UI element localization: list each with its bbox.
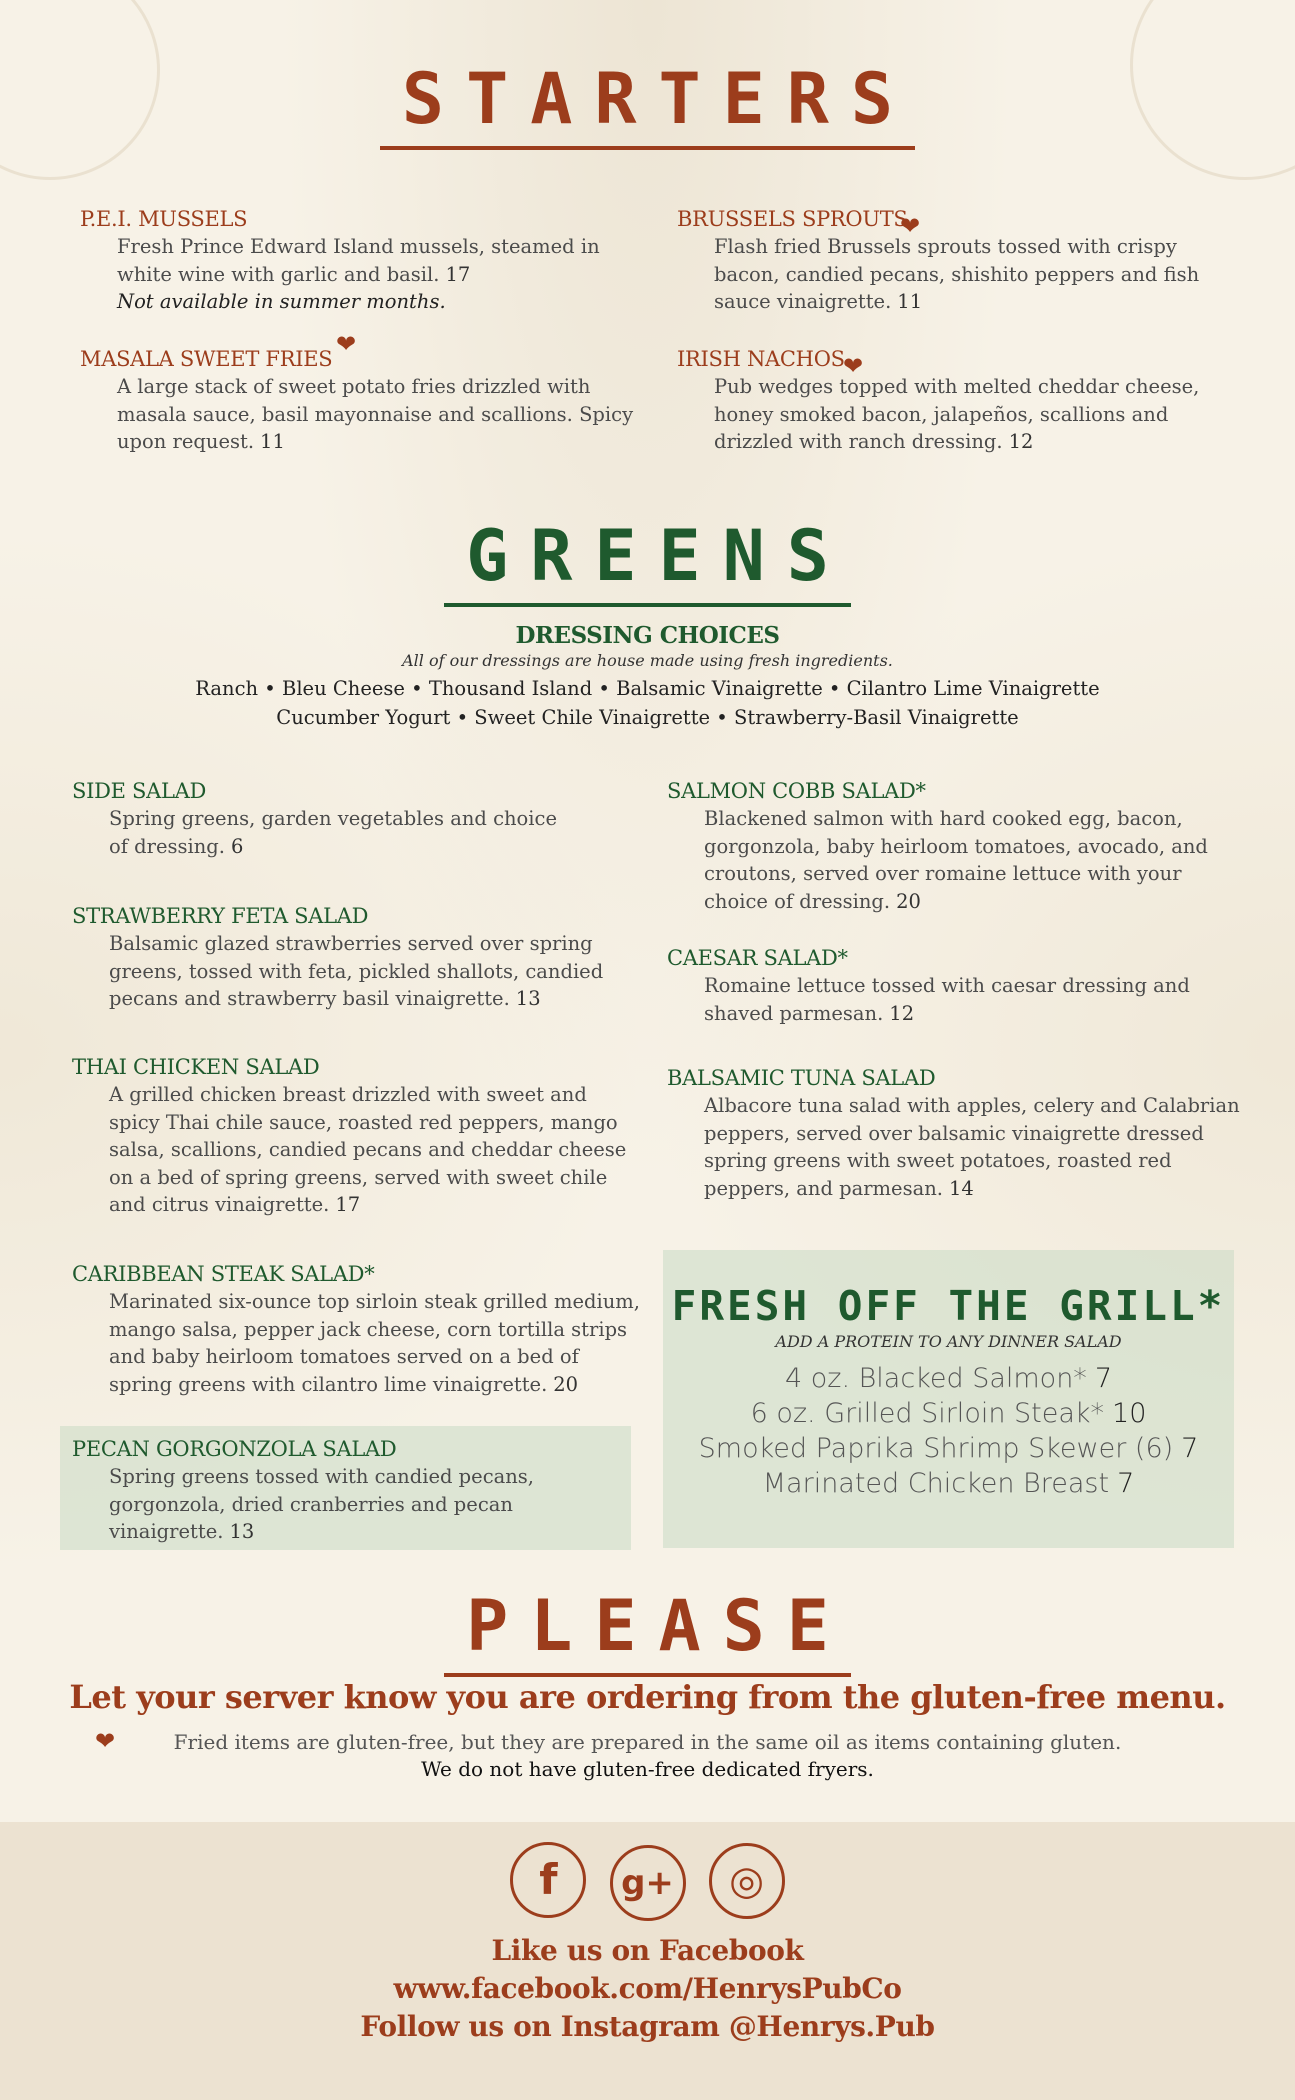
- item-name: SALMON COBB SALAD*: [667, 779, 926, 803]
- item-name: STRAWBERRY FETA SALAD: [72, 904, 369, 928]
- gluten-heart-icon: ❤: [95, 1727, 116, 1755]
- salad-item: [667, 1064, 1247, 1202]
- salad-item: [72, 902, 642, 1013]
- please-heading: PLEASE: [0, 1585, 1295, 1677]
- grill-price: 7: [1117, 1468, 1135, 1499]
- item-price: 12: [889, 1001, 915, 1025]
- gluten-heart-icon: ❤: [843, 352, 864, 380]
- grill-subtitle: ADD A PROTEIN TO ANY DINNER SALAD: [775, 1332, 1122, 1351]
- social-links: [0, 1842, 1295, 1921]
- item-price: 17: [335, 1193, 361, 1216]
- starter-item: [677, 205, 1237, 316]
- grill-section: [663, 1282, 1234, 1501]
- item-description: Spring greens tossed with candied pecans, gorgonzola, dried cranberries and pecan vinaigrette.: [109, 1465, 535, 1543]
- gluten-free-message: Let your server know you are ordering from the gluten-free menu.: [69, 1678, 1226, 1716]
- fryer-warning: We do not have gluten-free dedicated fryers.: [421, 1757, 874, 1781]
- grill-title: FRESH OFF THE GRILL*: [671, 1282, 1226, 1330]
- item-description: Marinated six-ounce top sirloin steak grilled medium, mango salsa, pepper jack cheese, corn tortilla strips and baby heirloom tomatoes served on a bed of spring greens with cilantro lime vinaigrette.: [109, 1290, 640, 1396]
- starter-item: [80, 345, 640, 456]
- salad-item: [667, 777, 1247, 915]
- item-name: IRISH NACHOS: [677, 347, 845, 371]
- item-description: Romaine lettuce tossed with caesar dressing and shaved parmesan.: [704, 974, 1190, 1025]
- grill-price: 7: [1094, 1363, 1112, 1394]
- item-description: Blackened salmon with hard cooked egg, bacon, gorgonzola, baby heirloom tomatoes, avocado, and croutons, served over romaine lettuce with your choice of dressing.: [704, 807, 1208, 913]
- item-description: Albacore tuna salad with apples, celery and Calabrian peppers, served over balsamic vinaigrette dressed spring greens with sweet potatoes, roasted red peppers, and parmesan.: [704, 1094, 1240, 1200]
- item-price: 11: [897, 290, 923, 313]
- fryer-note: Fried items are gluten-free, but they are prepared in the same oil as items containing gluten.: [173, 1730, 1122, 1754]
- item-price: 11: [260, 430, 285, 453]
- item-description: Fresh Prince Edward Island mussels, steamed in white wine with garlic and basil.: [117, 235, 600, 286]
- salad-item: [72, 1435, 617, 1546]
- item-price: 14: [948, 1176, 974, 1200]
- item-price: 12: [1008, 430, 1034, 453]
- grill-list: [663, 1361, 1234, 1501]
- starter-item: [80, 205, 640, 316]
- item-name: P.E.I. MUSSELS: [80, 207, 248, 231]
- salad-item: [72, 1260, 642, 1398]
- item-note: Not available in summer months.: [117, 290, 446, 313]
- item-name: BRUSSELS SPROUTS: [677, 207, 908, 231]
- item-description: Balsamic glazed strawberries served over spring greens, tossed with feta, pickled shallots, candied pecans and strawberry basil vinaigrette.: [109, 932, 604, 1010]
- item-price: 20: [553, 1372, 579, 1396]
- item-price: 20: [896, 889, 921, 913]
- item-description: Flash fried Brussels sprouts tossed with crispy bacon, candied pecans, shishito peppers and fish sauce vinaigrette.: [714, 235, 1200, 313]
- facebook-icon[interactable]: f: [510, 1842, 586, 1918]
- instagram-icon[interactable]: ◎: [709, 1843, 785, 1919]
- item-price: 13: [229, 1520, 255, 1543]
- grill-price: 7: [1181, 1433, 1199, 1464]
- google-plus-icon[interactable]: g+: [610, 1845, 686, 1921]
- dressing-choices: [0, 622, 1295, 732]
- dressing-list: Cucumber Yogurt • Sweet Chile Vinaigrette • Strawberry-Basil Vinaigrette: [276, 706, 1019, 729]
- item-description: A grilled chicken breast drizzled with sweet and spicy Thai chile sauce, roasted red peppers, mango salsa, scallions, candied pecans and cheddar cheese on a bed of spring greens, served with sweet chile and citrus vinaigrette.: [109, 1083, 627, 1216]
- item-price: 6: [231, 834, 244, 858]
- item-price: 17: [445, 262, 471, 286]
- item-description: Spring greens, garden vegetables and choice of dressing.: [109, 807, 557, 858]
- item-description: A large stack of sweet potato fries drizzled with masala sauce, basil mayonnaise and scallions. Spicy upon request.: [117, 375, 634, 453]
- item-name: THAI CHICKEN SALAD: [72, 1055, 320, 1079]
- item-name: PECAN GORGONZOLA SALAD: [72, 1437, 397, 1461]
- grill-item: 6 oz. Grilled Sirloin Steak* 10: [750, 1398, 1147, 1429]
- grill-price: 10: [1112, 1398, 1147, 1429]
- gluten-heart-icon: ❤: [336, 330, 357, 358]
- item-name: MASALA SWEET FRIES: [80, 347, 333, 371]
- grill-item: Smoked Paprika Shrimp Skewer (6) 7: [698, 1433, 1199, 1464]
- gluten-heart-icon: ❤: [900, 212, 921, 240]
- item-name: CARIBBEAN STEAK SALAD*: [72, 1262, 375, 1286]
- salad-item: [667, 944, 1247, 1027]
- facebook-cta: Like us on Facebook: [491, 1934, 804, 1967]
- item-name: BALSAMIC TUNA SALAD: [667, 1066, 936, 1090]
- starter-item: [677, 345, 1237, 456]
- item-name: CAESAR SALAD*: [667, 946, 848, 970]
- item-description: Pub wedges topped with melted cheddar cheese, honey smoked bacon, jalapeños, scallions and drizzled with ranch dressing.: [714, 375, 1200, 453]
- item-price: 13: [515, 987, 541, 1010]
- dressing-subtitle: All of our dressings are house made using fresh ingredients.: [402, 651, 893, 670]
- dressing-title: DRESSING CHOICES: [515, 622, 780, 649]
- starters-heading: STARTERS: [0, 58, 1295, 150]
- facebook-url[interactable]: www.facebook.com/HenrysPubCo: [393, 1972, 902, 2005]
- grill-item: Marinated Chicken Breast 7: [762, 1468, 1135, 1499]
- grill-item: 4 oz. Blacked Salmon* 7: [785, 1363, 1112, 1394]
- salad-item: [72, 777, 642, 860]
- item-name: SIDE SALAD: [72, 779, 207, 803]
- salad-item: [72, 1053, 642, 1219]
- dressing-list: Ranch • Bleu Cheese • Thousand Island • Balsamic Vinaigrette • Cilantro Lime Vinaigrette: [195, 677, 1100, 700]
- greens-heading: GREENS: [0, 515, 1295, 607]
- instagram-cta[interactable]: Follow us on Instagram @Henrys.Pub: [360, 2010, 935, 2043]
